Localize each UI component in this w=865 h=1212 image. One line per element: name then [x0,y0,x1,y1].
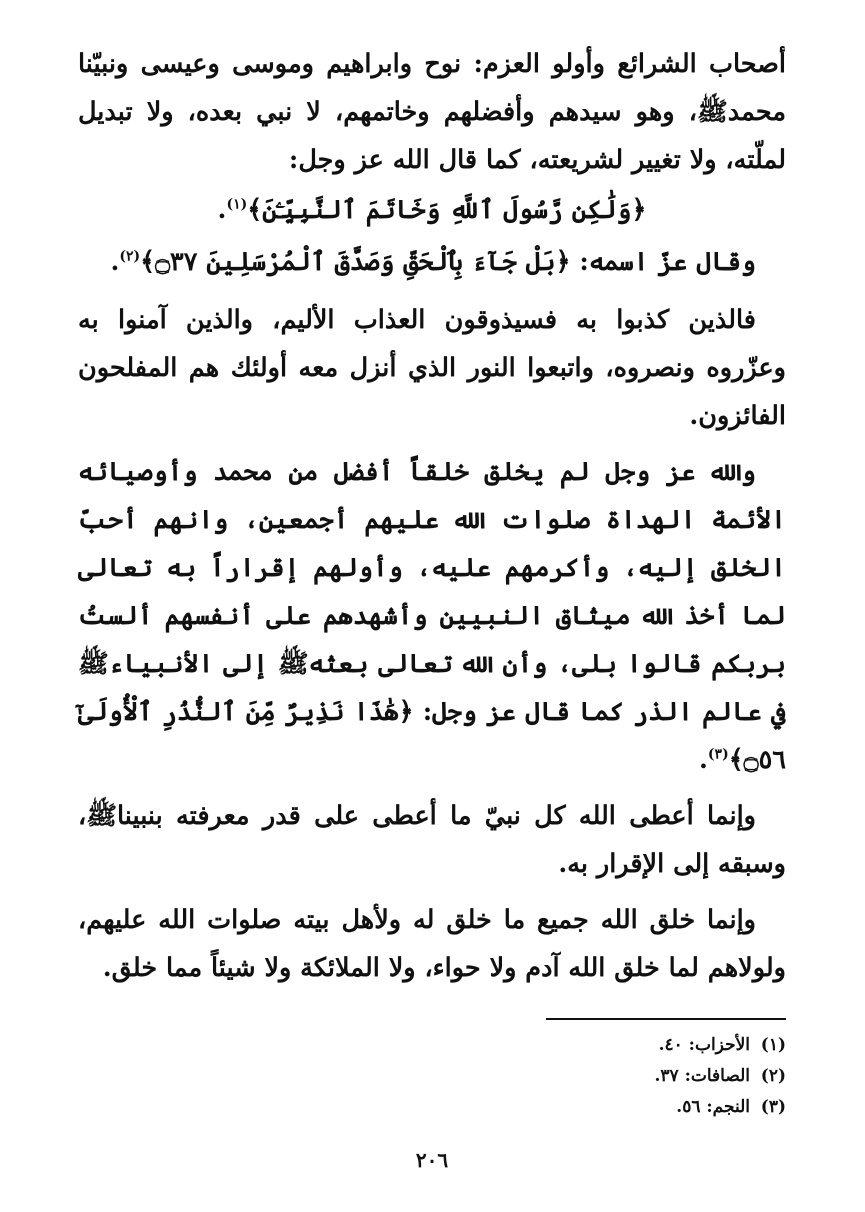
footnote-number: (٣) [760,1097,786,1117]
quran-verse-ahzab: ﴿وَلَٰكِن رَّسُولَ ٱللَّهِ وَخَاتَمَ ٱلنَّبِيِّـۧنَ﴾$^{(١)}$. [217,195,647,225]
verse-text: ﴿بَلْ جَآءَ بِٱلْحَقِّ وَصَدَّقَ ٱلْمُرْسَلِينَ ۝٣٧﴾ [140,247,571,277]
verse-text: ﴿هَٰذَا نَذِيرٌ مِّنَ ٱلنُّذُرِ ٱلْأُولَىٰٓ ۝٥٦﴾ [78,697,786,775]
footnote-number: (١) [760,1035,786,1055]
verse-intro: وقال عزّ اسمه: [570,247,756,277]
footnotes [546,1018,786,1123]
paragraph-prophets [78,40,786,184]
footnote-text: الصافات: ٣٧. [654,1066,750,1086]
page-number: ٢٠٦ [415,1148,449,1172]
paragraph-believers-text: فالذين كذبوا به فسيذوقون العذاب الأليم، والذين آمنوا به وعزّروه ونصروه، واتبعوا النور الذي أنزل معه أولئك هم المفلحون الفائزون. [78,305,786,431]
footnote-ref-3[interactable]: (٣) [707,746,729,763]
quran-verse-saffat-line: وقال عزّ اسمه: ﴿بَلْ جَآءَ بِٱلْحَقِّ وَصَدَّقَ ٱلْمُرْسَلِينَ ۝٣٧﴾$^{(٢)}$. [110,247,756,277]
footnote-item [546,1092,786,1123]
paragraph-creation-best: والله عز وجل لم يخلق خلقاً أفضل من محمد وأوصيائه الأئمة الهداة صلوات الله عليهم أجمعين، وانهم أحبّ الخلق إليه، وأكرمهم عليه، وأولهم إقراراً به تعالى لما أخذ الله ميثاق النبيين وأشهدهم على أنفسهم ألستُ بربكم قالوا بلى، وأن الله تعالى بعثهﷺ إلى الأنبياءﷺ في عالم الذر كما قال عز وجل: ﴿هَٰذَا نَذِيرٌ مِّنَ ٱلنُّذُرِ ٱلْأُولَىٰٓ ۝٥٦﴾$^{(٣)}$. [78,457,786,775]
footnote-item [546,1030,786,1061]
footnote-ref-1[interactable]: (١) [226,196,248,213]
paragraph-prophets-knowledge [78,792,786,888]
paragraph-knowledge-text: وإنما أعطى الله كل نبيّ ما أعطى على قدر معرفته بنبيناﷺ، وسبقه إلى الإقرار به. [78,801,786,879]
paragraph-purpose-text: وإنما خلق الله جميع ما خلق له ولأهل بيته صلوات الله عليهم، ولولاهم لما خلق الله آدم ولا حواء، ولا الملائكة ولا شيئاً مما خلق. [78,905,786,983]
footnote-divider [546,1018,786,1020]
paragraph-prophets-text: أصحاب الشرائع وأولو العزم: نوح وابراهيم وموسى وعيسى ونبيّنا محمدﷺ، وهو سيدهم وأفضلهم وخاتمهم، لا نبي بعده، ولا تبديل لملّته، ولا تغيير لشريعته، كما قال الله عز وجل: [78,49,786,175]
paragraph-creation-text: والله عز وجل لم يخلق خلقاً أفضل من محمد وأوصيائه الأئمة الهداة صلوات الله عليهم أجمعين، وانهم أحبّ الخلق إليه، وأكرمهم عليه، وأولهم إقراراً به تعالى لما أخذ الله ميثاق النبيين وأشهدهم على أنفسهم ألستُ بربكم قالوا بلى، وأن الله تعالى بعثهﷺ إلى الأنبياءﷺ في عالم الذر كما قال عز وجل: [78,457,786,727]
footnote-text: النجم: ٥٦. [676,1097,750,1117]
footnote-text: الأحزاب: ٤٠. [658,1035,750,1055]
footnote-item [546,1061,786,1092]
verse-text: ﴿وَلَٰكِن رَّسُولَ ٱللَّهِ وَخَاتَمَ ٱلنَّبِيِّـۧنَ﴾ [247,195,647,225]
book-page [78,40,786,1180]
paragraph-believers [78,296,786,440]
footnote-list [546,1030,786,1123]
footnote-ref-2[interactable]: (٢) [119,248,141,265]
footnote-number: (٢) [760,1066,786,1086]
paragraph-creation-purpose [78,896,786,992]
